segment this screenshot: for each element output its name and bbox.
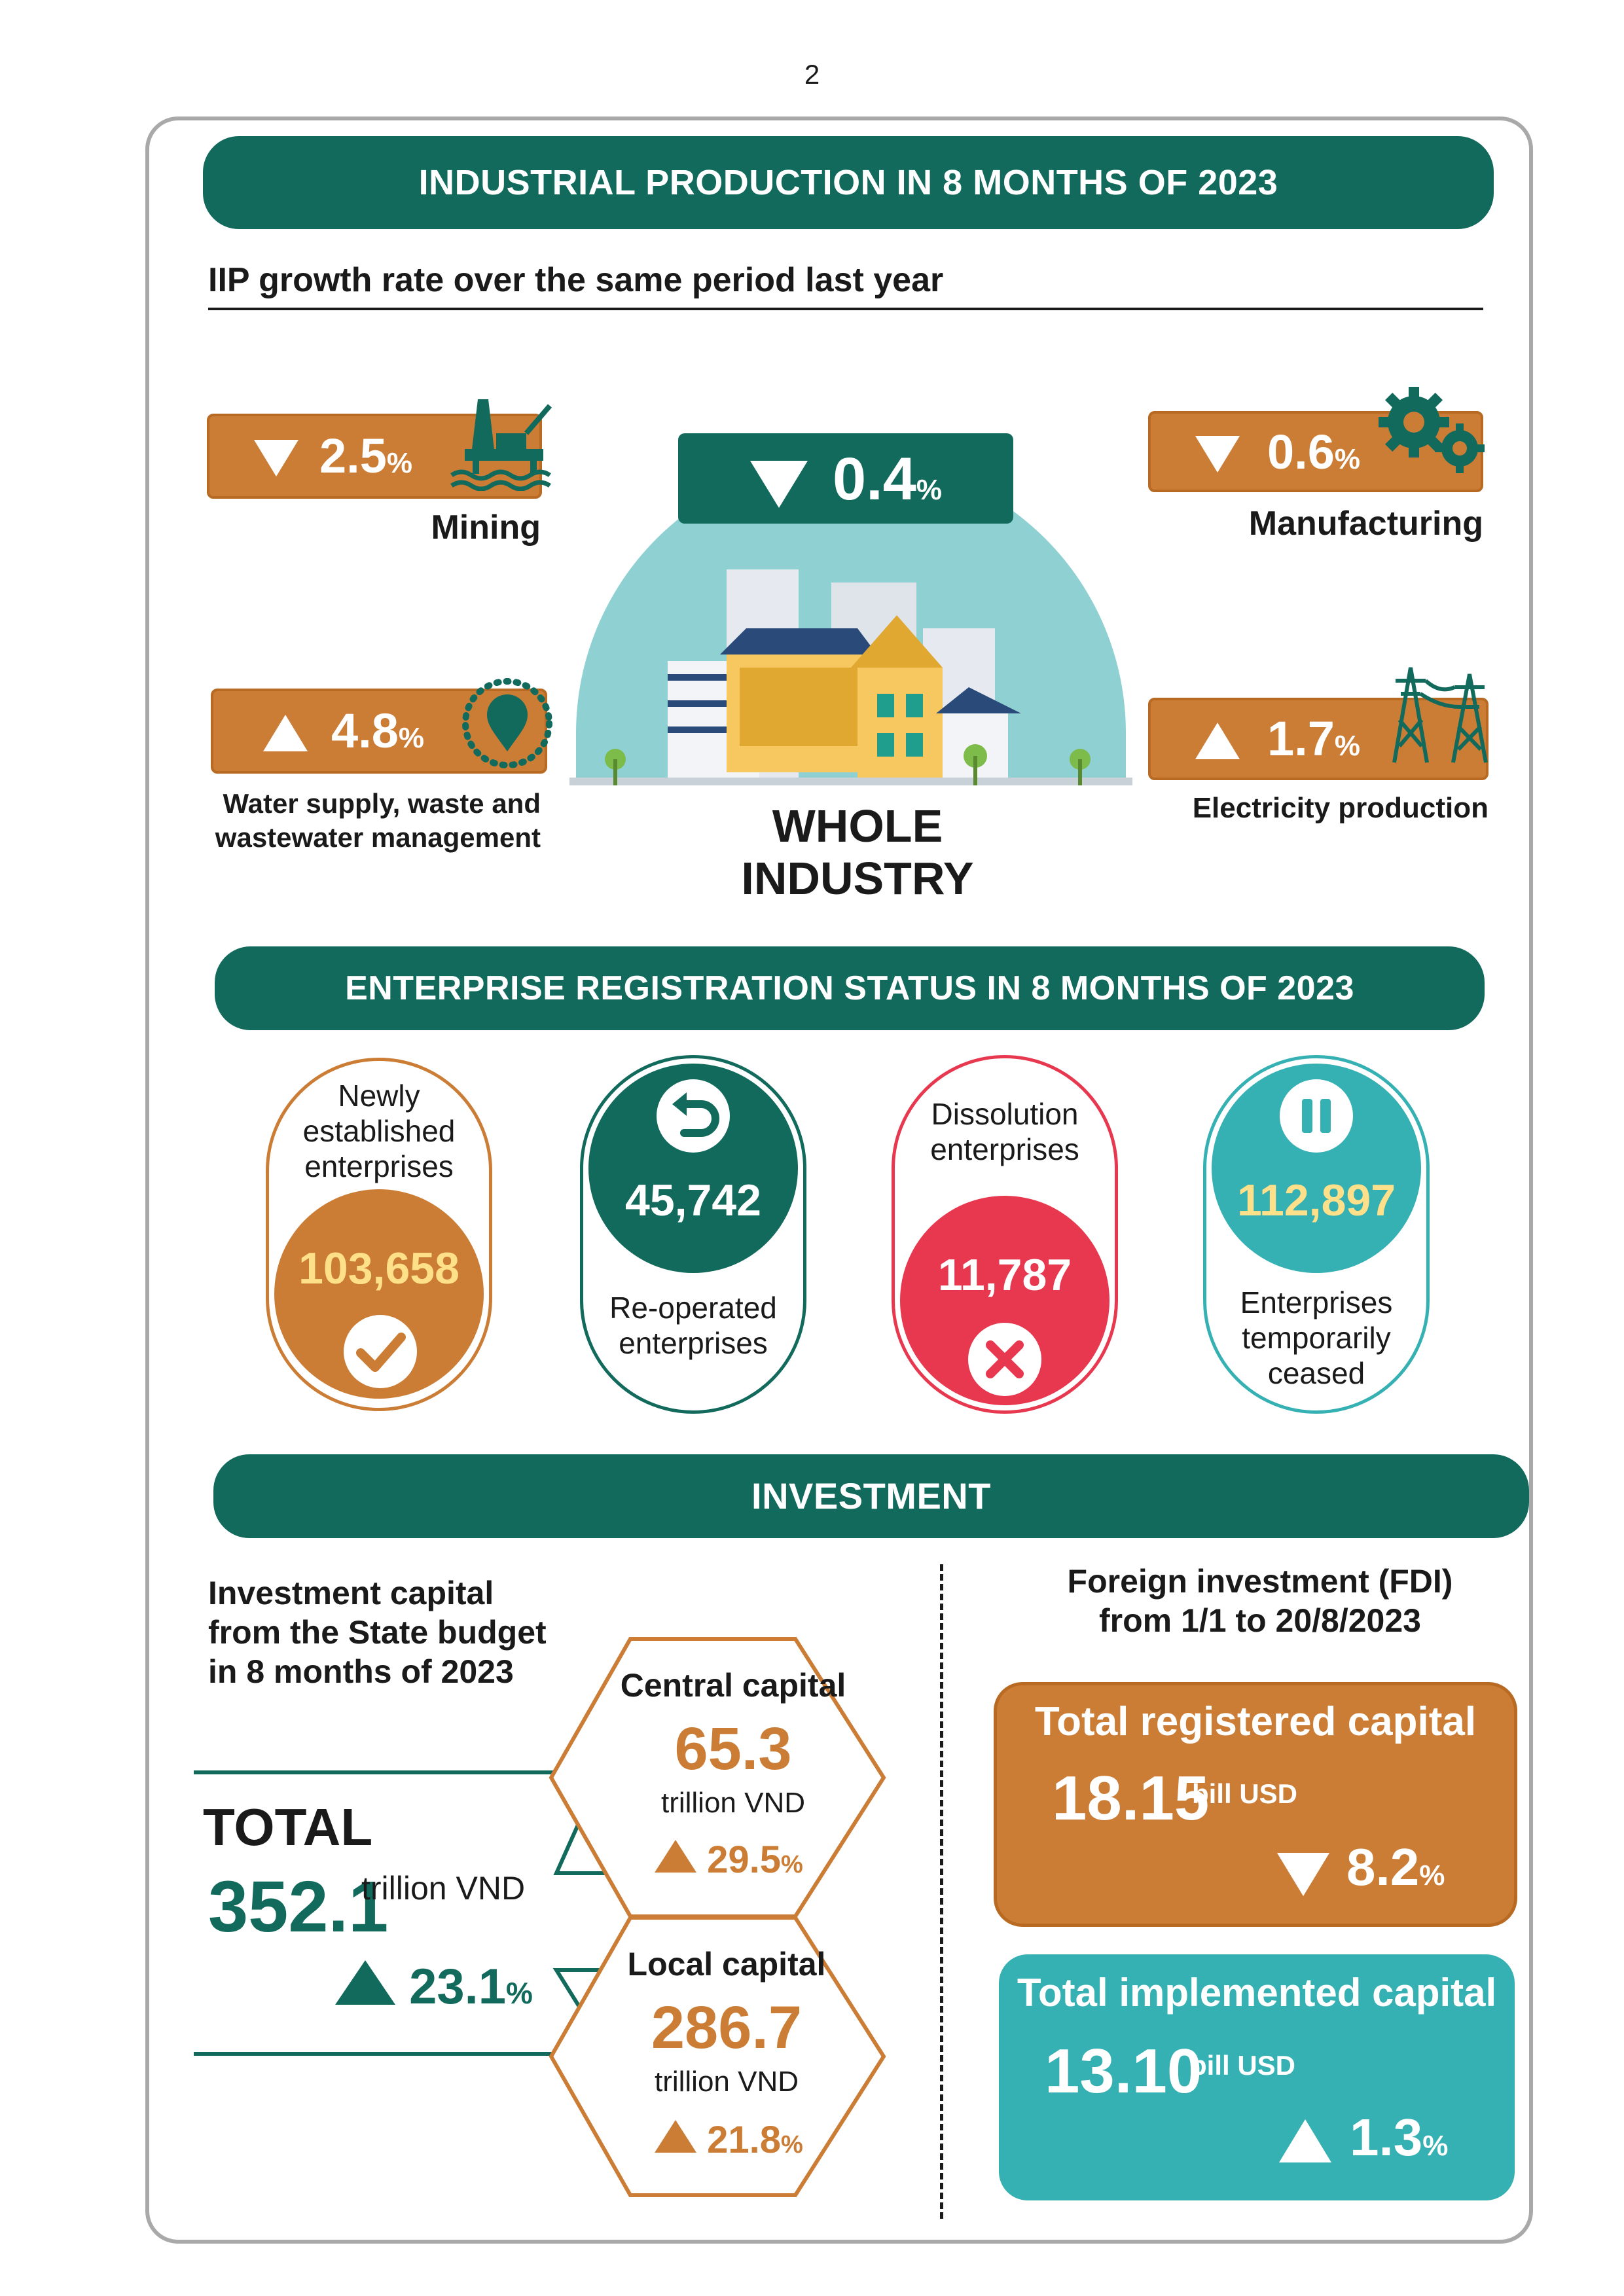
whole-value: 0.4% <box>833 446 943 512</box>
industrial-banner: INDUSTRIAL PRODUCTION IN 8 MONTHS OF 2023 <box>203 136 1494 229</box>
down-arrow-icon <box>254 440 298 476</box>
ceased-label: Enterprises temporarily ceased <box>1240 1285 1393 1390</box>
up-arrow-icon <box>263 715 308 751</box>
whole-industry-box <box>678 433 1013 524</box>
new-enterprises-value: 103,658 <box>298 1244 460 1293</box>
gears-icon <box>1375 383 1492 481</box>
local-growth: 21.8% <box>655 2118 803 2162</box>
investment-banner: INVESTMENT <box>213 1454 1529 1538</box>
registered-value: 18.15 <box>1052 1763 1210 1833</box>
reoperated-value: 45,742 <box>625 1175 761 1225</box>
implemented-unit: bill USD <box>1190 2050 1296 2081</box>
mining-value: 2.5% <box>319 429 412 483</box>
mining-label: Mining <box>431 509 541 547</box>
dissolution-value: 11,787 <box>937 1250 1072 1300</box>
implemented-title: Total implemented capital <box>1017 1971 1497 2015</box>
electricity-label: Electricity production <box>1192 792 1489 824</box>
implemented-value: 13.10 <box>1045 2036 1202 2106</box>
up-arrow-icon <box>1279 2119 1331 2162</box>
total-value: 352.1 <box>208 1867 389 1947</box>
implemented-change: 1.3% <box>1350 2108 1449 2166</box>
dissolution-label: Dissolution enterprises <box>930 1097 1079 1166</box>
water-label: Water supply, waste and wastewater management <box>215 788 541 853</box>
up-arrow-icon <box>655 2120 696 2153</box>
registered-unit: bill USD <box>1192 1778 1298 1809</box>
registered-title: Total registered capital <box>1034 1699 1477 1744</box>
ceased-card <box>1203 1055 1430 1414</box>
central-value: 65.3 <box>674 1715 792 1782</box>
total-label: TOTAL <box>203 1798 373 1856</box>
manufacturing-label: Manufacturing <box>1248 505 1483 543</box>
down-arrow-icon <box>1195 436 1240 473</box>
power-tower-icon <box>1381 655 1499 766</box>
state-budget-title: Investment capital from the State budget in 8 months of 2023 <box>208 1575 547 1690</box>
new-enterprises-card <box>266 1058 492 1411</box>
water-drop-icon <box>458 674 556 772</box>
down-arrow-icon <box>1277 1853 1329 1896</box>
up-arrow-icon <box>335 1960 395 2005</box>
iip-subtitle: IIP growth rate over the same period last year <box>208 261 944 299</box>
total-growth: 23.1% <box>335 1958 533 2015</box>
up-arrow-icon <box>655 1840 696 1873</box>
water-value: 4.8% <box>331 704 424 758</box>
enterprise-banner: ENTERPRISE REGISTRATION STATUS IN 8 MONTHS OF 2023 <box>215 946 1485 1030</box>
whole-industry-label: WHOLE INDUSTRY <box>741 800 974 904</box>
reoperated-label: Re-operated enterprises <box>609 1291 777 1360</box>
oil-rig-icon <box>439 386 556 491</box>
reoperated-card <box>580 1055 806 1414</box>
implemented-card <box>999 1954 1515 2200</box>
central-unit: trillion VND <box>660 1787 806 1819</box>
central-growth: 29.5% <box>655 1838 803 1882</box>
fdi-title: Foreign investment (FDI) from 1/1 to 20/8/2023 <box>1067 1563 1453 1639</box>
section-divider <box>940 1564 943 2219</box>
down-arrow-icon <box>750 461 808 508</box>
pause-icon <box>1277 1077 1356 1155</box>
dissolution-card <box>892 1055 1118 1414</box>
local-unit: trillion VND <box>654 2066 799 2098</box>
registered-change: 8.2% <box>1346 1838 1445 1896</box>
return-icon <box>654 1077 732 1155</box>
electricity-value: 1.7% <box>1267 711 1360 766</box>
registered-card <box>994 1682 1517 1927</box>
up-arrow-icon <box>1195 723 1240 759</box>
check-icon <box>341 1312 420 1391</box>
manufacturing-value: 0.6% <box>1267 425 1360 479</box>
subtitle-underline <box>208 308 1483 310</box>
new-enterprises-label: Newly established enterprises <box>302 1079 456 1183</box>
total-unit: trillion VND <box>361 1870 526 1907</box>
cross-icon <box>965 1320 1044 1399</box>
page-number: 2 <box>804 59 820 90</box>
local-value: 286.7 <box>651 1994 803 2061</box>
ceased-value: 112,897 <box>1236 1175 1396 1225</box>
local-title: Local capital <box>627 1946 826 1982</box>
central-title: Central capital <box>620 1667 846 1704</box>
